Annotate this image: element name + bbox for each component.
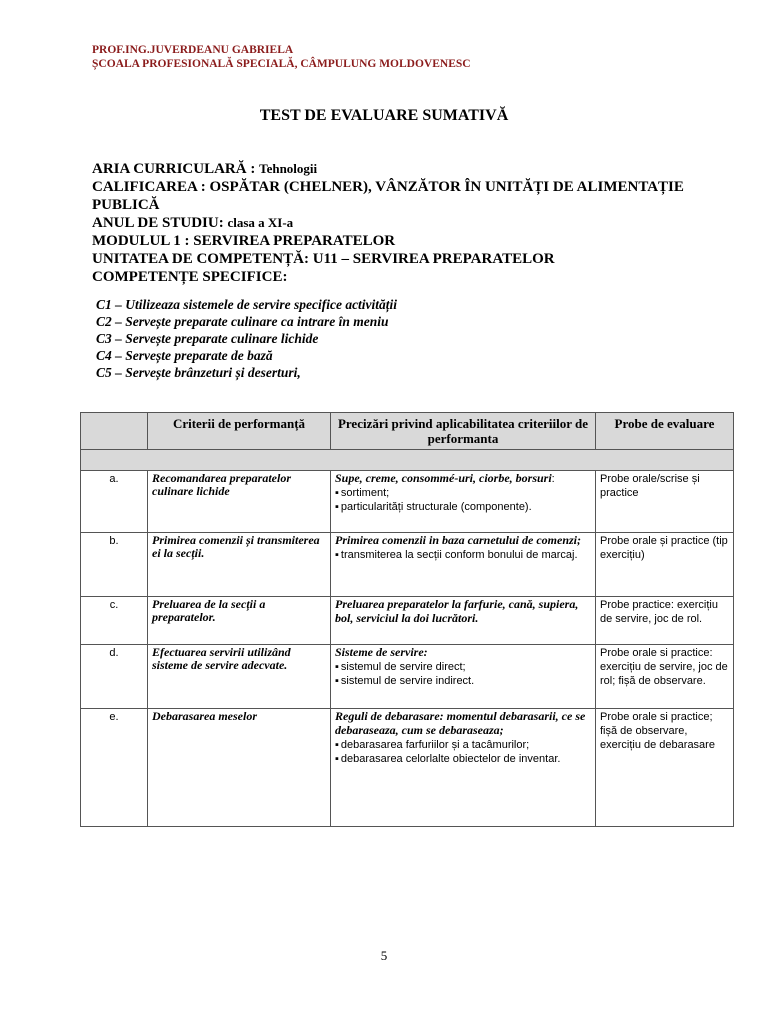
competency-item: C3 – Servește preparate culinare lichide	[96, 331, 319, 346]
unitatea-de-competenta: UNITATEA DE COMPETENȚĂ: U11 – SERVIREA PREPARATELOR	[92, 251, 555, 267]
criteria-cell: Recomandarea preparatelor culinare lichide	[148, 471, 331, 533]
competente-heading: COMPETENȚE SPECIFICE:	[92, 269, 288, 285]
row-letter: d.	[81, 645, 148, 709]
row-letter: a.	[81, 471, 148, 533]
author-name: PROF.ING.JUVERDEANU GABRIELA	[92, 44, 294, 56]
table-row	[81, 645, 734, 709]
table-row	[81, 597, 734, 645]
table-row	[81, 533, 734, 597]
table-row	[81, 709, 734, 827]
competency-item: C1 – Utilizeaza sistemele de servire specifice activității	[96, 297, 398, 312]
anul-de-studiu	[92, 214, 712, 232]
spacer-cell	[81, 450, 734, 471]
row-letter: b.	[81, 533, 148, 597]
competency-item: C2 – Servește preparate culinare ca intrare în meniu	[96, 314, 389, 329]
bullet-item: ▪ sortiment;	[335, 486, 591, 500]
competency-item: C4 – Servește preparate de bază	[96, 348, 273, 363]
column-header: Probe de evaluare	[596, 413, 734, 450]
precizari-cell	[331, 597, 596, 645]
evaluation-table	[80, 412, 734, 827]
aria-value: Tehnologii	[259, 161, 318, 176]
column-header: Precizări privind aplicabilitatea criteriilor de performanta	[331, 413, 596, 450]
bullet-item: ▪ transmiterea la secții conform bonului de marcaj.	[335, 548, 591, 562]
criteria-cell: Debarasarea meselor	[148, 709, 331, 827]
page-title: TEST DE EVALUARE SUMATIVĂ	[259, 107, 509, 124]
probe-cell: Probe practice: exercițiu de servire, joc de rol.	[596, 597, 734, 645]
bullet-item: ▪ sistemul de servire indirect.	[335, 674, 591, 688]
school-name: ȘCOALA PROFESIONALĂ SPECIALĂ, CÂMPULUNG MOLDOVENESC	[92, 58, 471, 70]
criteria-cell: Primirea comenzii și transmiterea ei la secții.	[148, 533, 331, 597]
precizari-cell	[331, 533, 596, 597]
bullet-item: ▪ sistemul de servire direct;	[335, 660, 591, 674]
anul-label: ANUL DE STUDIU:	[92, 215, 224, 231]
competency-item: C5 – Servește brânzeturi și deserturi,	[96, 365, 301, 380]
author-header	[92, 43, 471, 71]
test-metadata	[92, 160, 712, 286]
criteria-cell: Efectuarea servirii utilizând sisteme de servire adecvate.	[148, 645, 331, 709]
precizari-heading: Supe, creme, consommé-uri, ciorbe, borsuri	[335, 471, 552, 485]
probe-cell: Probe orale/scrise și practice	[596, 471, 734, 533]
aria-label: ARIA CURRICULARĂ :	[92, 161, 256, 177]
column-header	[81, 413, 148, 450]
calificarea: CALIFICAREA : OSPĂTAR (CHELNER), VÂNZĂTOR ÎN UNITĂȚI DE ALIMENTAȚIE PUBLICĂ	[92, 179, 684, 213]
precizari-heading: Sisteme de servire:	[335, 645, 428, 659]
precizari-heading: Primirea comenzii in baza carnetului de comenzi;	[335, 533, 582, 547]
precizari-cell	[331, 471, 596, 533]
page-number: 5	[380, 948, 388, 963]
column-header: Criterii de performanță	[148, 413, 331, 450]
precizari-heading: Preluarea preparatelor la farfurie, cană, supiera, bol, serviciul la doi lucrători.	[335, 597, 579, 625]
precizari-cell	[331, 709, 596, 827]
bullet-item: ▪ debarasarea farfuriilor și a tacâmurilor;	[335, 738, 591, 752]
precizari-heading: Reguli de debarasare: momentul debarasarii, ce se debaraseaza, cum se debaraseaza;	[335, 709, 586, 737]
aria-curriculara	[92, 160, 712, 178]
probe-cell: Probe orale si practice: exercițiu de servire, joc de rol; fișă de observare.	[596, 645, 734, 709]
probe-cell: Probe orale si practice; fișă de observare, exercițiu de debarasare	[596, 709, 734, 827]
row-letter: c.	[81, 597, 148, 645]
criteria-cell: Preluarea de la secții a preparatelor.	[148, 597, 331, 645]
probe-cell: Probe orale și practice (tip exercițiu)	[596, 533, 734, 597]
anul-value: clasa a XI-a	[227, 215, 294, 230]
table-header-row	[81, 413, 734, 450]
modulul: MODULUL 1 : SERVIREA PREPARATELOR	[92, 233, 396, 249]
bullet-item: ▪ particularități structurale (componente).	[335, 500, 591, 514]
bullet-item: ▪ debarasarea celorlalte obiectelor de inventar.	[335, 752, 591, 766]
table-row	[81, 471, 734, 533]
precizari-cell	[331, 645, 596, 709]
spacer-row	[81, 450, 734, 471]
row-letter: e.	[81, 709, 148, 827]
competencies-list	[96, 296, 397, 381]
precizari-suffix: :	[551, 473, 555, 485]
